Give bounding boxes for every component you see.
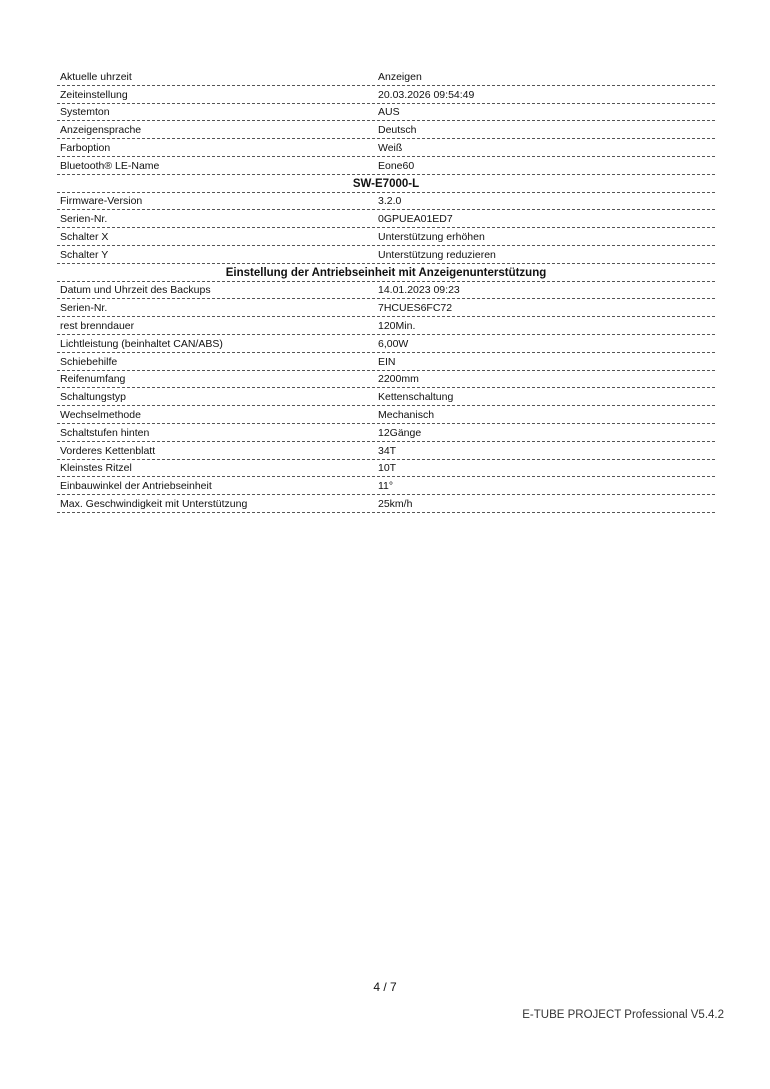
row-label: Schalter X bbox=[60, 230, 109, 243]
row-value: 3.2.0 bbox=[378, 195, 402, 208]
table-row bbox=[57, 424, 715, 442]
section-title: SW-E7000-L bbox=[352, 177, 420, 190]
table-row bbox=[57, 246, 715, 264]
row-value: Weiß bbox=[378, 141, 403, 154]
row-label: Datum und Uhrzeit des Backups bbox=[60, 284, 211, 297]
footer-app-name: E-TUBE PROJECT Professional V5.4.2 bbox=[522, 1009, 724, 1021]
row-value: 11° bbox=[378, 480, 394, 493]
table-row bbox=[57, 388, 715, 406]
row-value: Deutsch bbox=[378, 124, 417, 137]
table-row bbox=[57, 317, 715, 335]
page-number: 4 / 7 bbox=[373, 980, 397, 994]
row-label: Vorderes Kettenblatt bbox=[60, 444, 156, 457]
row-value: Kettenschaltung bbox=[378, 391, 454, 404]
table-row bbox=[57, 353, 715, 371]
row-label: Serien-Nr. bbox=[60, 302, 108, 315]
row-label: Schaltstufen hinten bbox=[60, 426, 150, 439]
row-value: 34T bbox=[378, 444, 397, 457]
section-header bbox=[57, 175, 715, 193]
row-label: Aktuelle uhrzeit bbox=[60, 70, 132, 83]
table-row bbox=[57, 210, 715, 228]
row-value: 12Gänge bbox=[378, 426, 422, 439]
row-label: rest brenndauer bbox=[60, 319, 135, 332]
row-label: Serien-Nr. bbox=[60, 213, 108, 226]
row-value: AUS bbox=[378, 106, 400, 119]
row-value: 2200mm bbox=[378, 373, 419, 386]
row-label: Schiebehilfe bbox=[60, 355, 118, 368]
row-value: Unterstützung erhöhen bbox=[378, 230, 485, 243]
row-label: Bluetooth® LE-Name bbox=[60, 159, 160, 172]
row-value: 25km/h bbox=[378, 497, 413, 510]
row-value: 120Min. bbox=[378, 319, 416, 332]
row-label: Firmware-Version bbox=[60, 195, 143, 208]
table-row bbox=[57, 477, 715, 495]
row-value: 6,00W bbox=[378, 337, 409, 350]
table-row bbox=[57, 282, 715, 300]
row-label: Wechselmethode bbox=[60, 408, 141, 421]
row-label: Anzeigensprache bbox=[60, 124, 142, 137]
row-value: Mechanisch bbox=[378, 408, 435, 421]
table-row bbox=[57, 371, 715, 389]
row-label: Reifenumfang bbox=[60, 373, 126, 386]
row-value: 20.03.2026 09:54:49 bbox=[378, 88, 475, 101]
row-value: 0GPUEA01ED7 bbox=[378, 213, 453, 226]
row-label: Lichtleistung (beinhaltet CAN/ABS) bbox=[60, 337, 223, 350]
table-row bbox=[57, 460, 715, 478]
section-title: Einstellung der Antriebseinheit mit Anzeigenunterstützung bbox=[225, 266, 547, 279]
row-label: Zeiteinstellung bbox=[60, 88, 128, 101]
table-row bbox=[57, 406, 715, 424]
table-row bbox=[57, 68, 715, 86]
settings-table bbox=[57, 68, 715, 513]
row-value: EIN bbox=[378, 355, 396, 368]
table-row bbox=[57, 193, 715, 211]
table-row bbox=[57, 495, 715, 513]
section-header bbox=[57, 264, 715, 282]
row-value: Eone60 bbox=[378, 159, 415, 172]
table-row bbox=[57, 139, 715, 157]
table-row bbox=[57, 104, 715, 122]
row-label: Systemton bbox=[60, 106, 110, 119]
row-label: Schalter Y bbox=[60, 248, 109, 261]
row-label: Einbauwinkel der Antriebseinheit bbox=[60, 480, 212, 493]
table-row bbox=[57, 299, 715, 317]
row-value: Anzeigen bbox=[378, 70, 422, 83]
row-value: 14.01.2023 09:23 bbox=[378, 284, 460, 297]
row-label: Kleinstes Ritzel bbox=[60, 462, 132, 475]
row-label: Max. Geschwindigkeit mit Unterstützung bbox=[60, 497, 248, 510]
table-row bbox=[57, 121, 715, 139]
table-row bbox=[57, 442, 715, 460]
table-row bbox=[57, 86, 715, 104]
row-label: Schaltungstyp bbox=[60, 391, 126, 404]
row-value: 10T bbox=[378, 462, 397, 475]
row-label: Farboption bbox=[60, 141, 111, 154]
row-value: Unterstützung reduzieren bbox=[378, 248, 496, 261]
row-value: 7HCUES6FC72 bbox=[378, 302, 453, 315]
table-row bbox=[57, 157, 715, 175]
table-row bbox=[57, 335, 715, 353]
table-row bbox=[57, 228, 715, 246]
